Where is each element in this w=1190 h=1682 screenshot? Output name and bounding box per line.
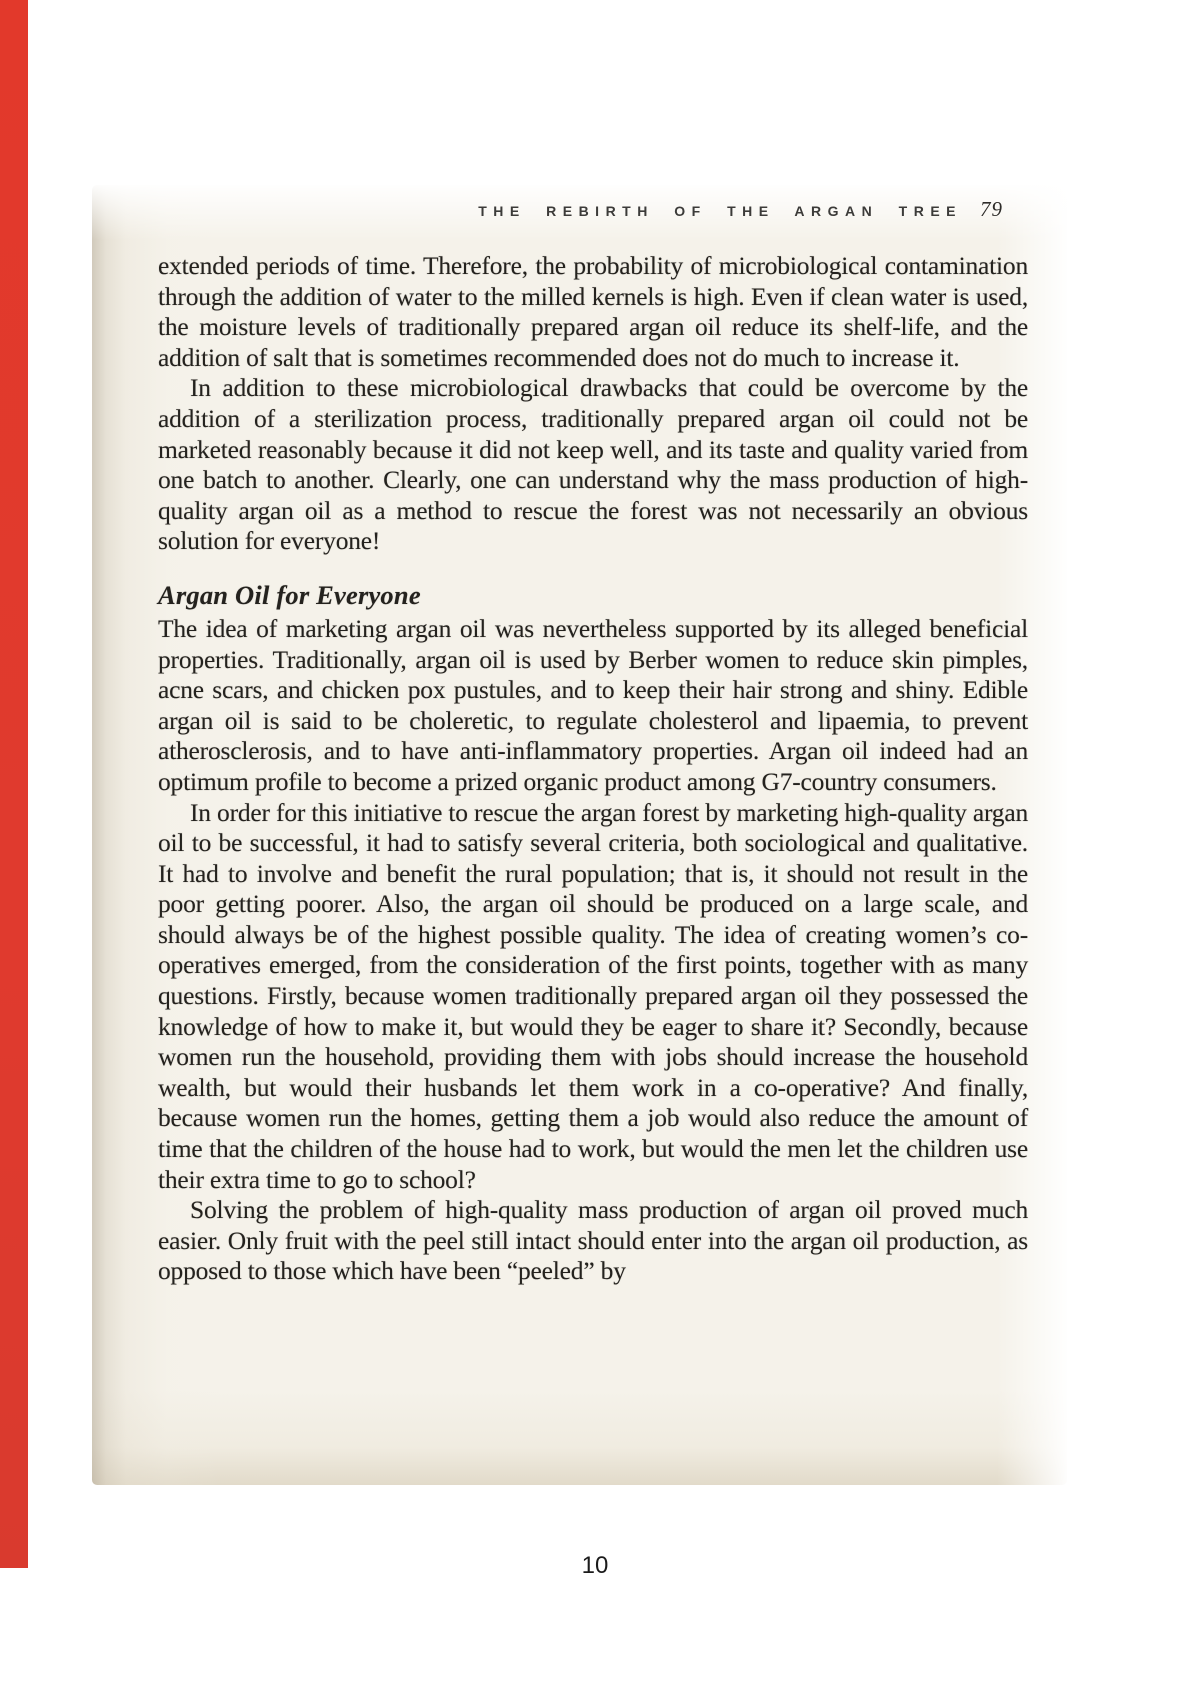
body-text [158, 251, 1028, 1287]
section-heading: Argan Oil for Everyone [158, 579, 421, 610]
scanned-page [92, 185, 1067, 1485]
book-page-number: 79 [980, 197, 1003, 221]
paragraph: Solving the problem of high-quality mass production of argan oil proved much easier. Only fruit with the peel still intact should enter into the argan oil production, as opposed to those which have been “peeled” by [158, 1195, 1028, 1286]
paragraph: In order for this initiative to rescue the argan forest by marketing high-quality argan oil to be successful, it had to satisfy several criteria, both sociological and qualitative. It had to involve and benefit the rural population; that is, it should not result in the poor getting poorer. Also, the argan oil should be produced on a large scale, and should always be of the highest possible quality. The idea of creating women’s co-operatives emerged, from the consideration of the first points, together with as many questions. Firstly, because women traditionally prepared argan oil they possessed the knowledge of how to make it, but would they be eager to share it? Secondly, because women run the household, providing them with jobs should increase the household wealth, but would their husbands let them work in a co-operative? And finally, because women run the homes, getting them a job would also reduce the amount of time that the children of the house had to work, but would the men let the children use their extra time to go to school? [158, 797, 1028, 1194]
paragraph: The idea of marketing argan oil was nevertheless supported by its alleged beneficial properties. Traditionally, argan oil is used by Berber women to reduce skin pimples, acne scars, and chicken pox pustules, and to keep their hair strong and shiny. Edible argan oil is said to be choleretic, to regulate cholesterol and lipaemia, to prevent atherosclerosis, and to have anti-inflammatory properties. Argan oil indeed had an optimum profile to become a prized organic product among G7-country consumers. [158, 613, 1028, 796]
book-cover-edge-strip [0, 0, 28, 1568]
paragraph: extended periods of time. Therefore, the probability of microbiological contamination through the addition of water to the milled kernels is high. Even if clean water is used, the moisture levels of traditionally prepared argan oil reduce its shelf-life, and the addition of salt that is sometimes recommended does not do much to increase it. [158, 251, 1028, 372]
running-header [478, 197, 1003, 222]
running-header-title: THE REBIRTH OF THE ARGAN TREE [478, 203, 962, 219]
paragraph: In addition to these microbiological drawbacks that could be overcome by the addition of a sterilization process, traditionally prepared argan oil could not be marketed reasonably because it did not keep well, and its taste and quality varied from one batch to another. Clearly, one can understand why the mass production of high-quality argan oil as a method to rescue the forest was not necessarily an obvious solution for everyone! [158, 373, 1028, 556]
pdf-page-number: 10 [581, 1552, 609, 1579]
